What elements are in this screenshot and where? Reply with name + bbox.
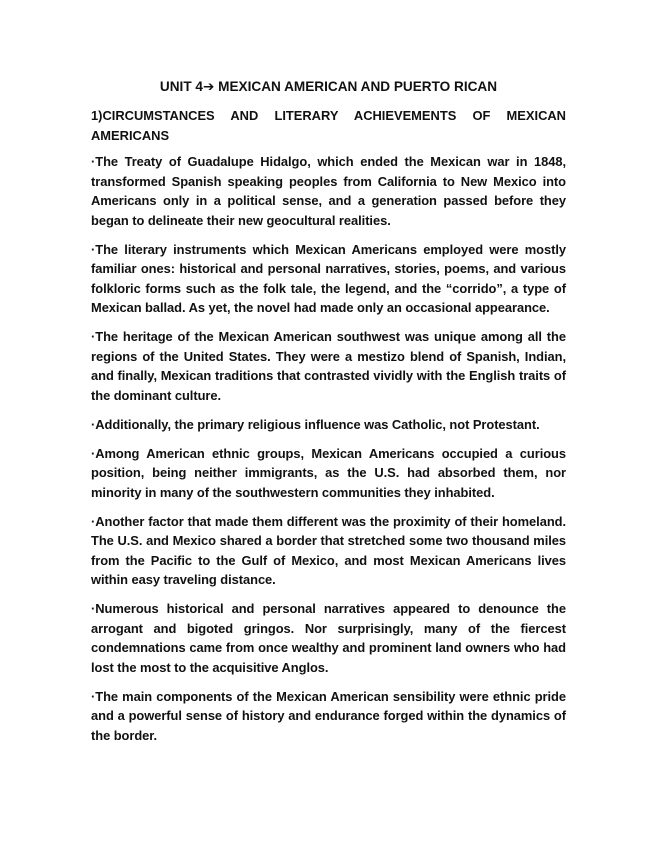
paragraph-religion: ·Additionally, the primary religious influence was Catholic, not Protestant. (91, 416, 540, 432)
paragraph-heritage: ·The heritage of the Mexican American southwest was unique among all the regions of the United States. They were a mestizo blend of Spanish, Indian, and finally, Mexican traditions that contrasted vividly with the English traits of the dominant culture. (91, 329, 566, 403)
section-heading: 1)CIRCUMSTANCES AND LITERARY ACHIEVEMENTS OF MEXICAN AMERICANS (91, 108, 566, 143)
paragraph-literary-instruments: ·The literary instruments which Mexican Americans employed were mostly familiar ones: historical and personal narratives, stories, poems, and various folkloric forms such as the folk tale, the legend, and the “corrido”, a type of Mexican ballad. As yet, the novel had made only an occasional appearance. (91, 241, 566, 315)
paragraph-sensibility: ·The main components of the Mexican American sensibility were ethnic pride and a powerful sense of history and endurance forged within the dynamics of the border. (91, 688, 566, 743)
paragraph-treaty: ·The Treaty of Guadalupe Hidalgo, which ended the Mexican war in 1848, transformed Spanish speaking peoples from California to New Mexico into Americans only in a political sense, and a generation passed before they began to delineate their new geocultural realities. (91, 154, 566, 228)
paragraph-narratives: ·Numerous historical and personal narratives appeared to denounce the arrogant and bigoted gringos. Nor surprisingly, many of the fiercest condemnations came from once wealthy and prominent land owners who had lost the most to the acquisitive Anglos. (91, 601, 566, 675)
document-body (91, 77, 566, 755)
paragraph-proximity: ·Another factor that made them different was the proximity of their homeland. The U.S. and Mexico shared a border that stretched some two thousand miles from the Pacific to the Gulf of Mexico, and most Mexican Americans lives within easy traveling distance. (91, 513, 566, 587)
paragraph-ethnic-groups: ·Among American ethnic groups, Mexican Americans occupied a curious position, being neither immigrants, as the U.S. had absorbed them, nor minority in many of the southwestern communities they inhabited. (91, 445, 566, 500)
page-title: UNIT 4➔ MEXICAN AMERICAN AND PUERTO RICAN (159, 79, 498, 94)
